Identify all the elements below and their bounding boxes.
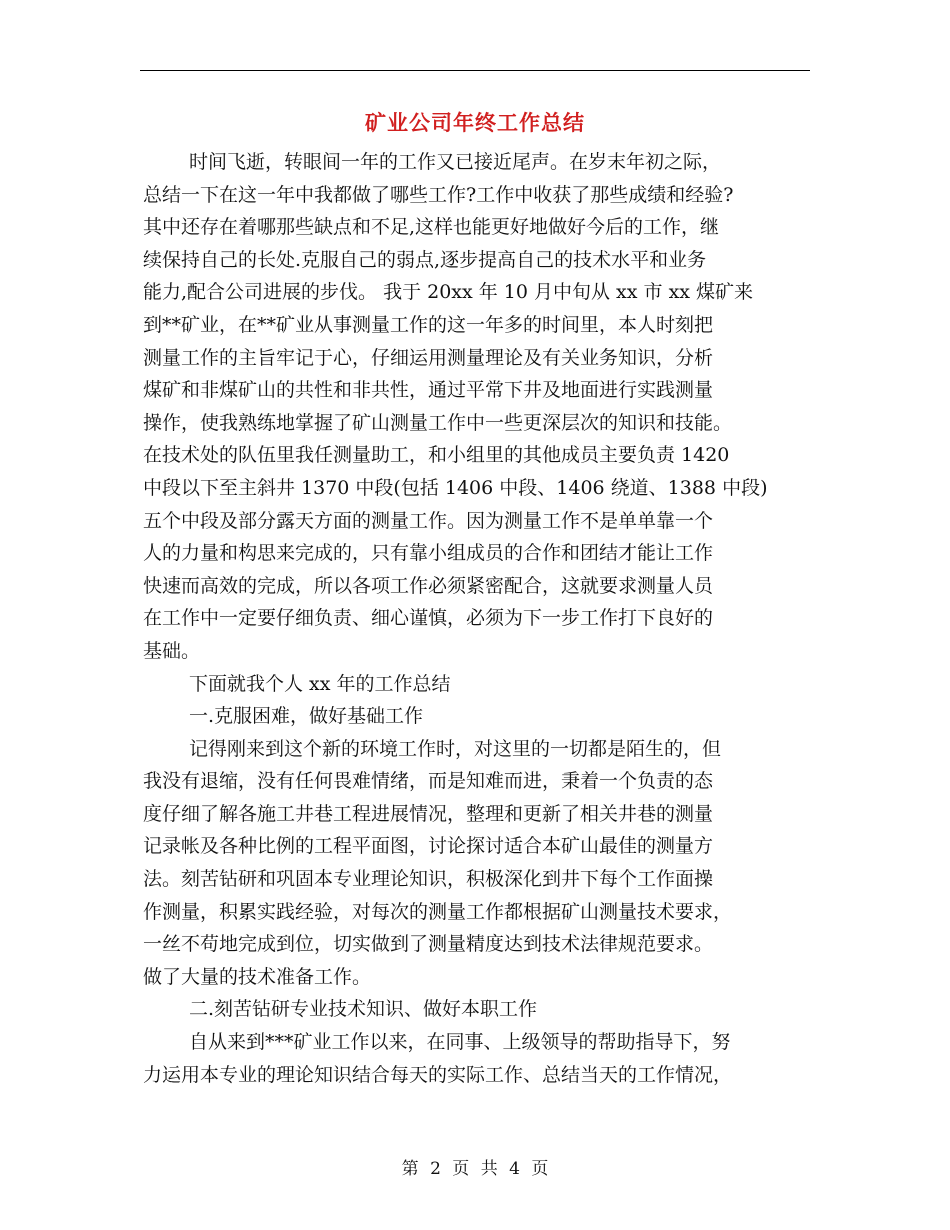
body-line: 煤矿和非煤矿山的共性和非共性，通过平常下井及地面进行实践测量	[143, 379, 714, 402]
body-line: 续保持自己的长处.克服自己的弱点,逐步提高自己的技术水平和业务	[143, 248, 707, 271]
body-line: 力运用本专业的理论知识结合每天的实际工作、总结当天的工作情况，	[143, 1063, 733, 1086]
body-line: 下面就我个人 xx 年的工作总结	[189, 672, 451, 695]
body-line: 在工作中一定要仔细负责、细心谨慎，必须为下一步工作打下良好的	[143, 607, 714, 630]
body-line: 时间飞逝，转眼间一年的工作又已接近尾声。在岁末年初之际，	[189, 151, 722, 173]
footer-suffix: 页	[531, 1159, 549, 1179]
body-line: 记录帐及各种比例的工程平面图，讨论探讨适合本矿山最佳的测量方	[143, 835, 714, 858]
body-line: 测量工作的主旨牢记于心，仔细运用测量理论及有关业务知识，分析	[143, 346, 714, 369]
body-line: 做了大量的技术准备工作。	[143, 965, 372, 988]
body-line: 自从来到***矿业工作以来，在同事、上级领导的帮助指导下，努	[189, 1031, 731, 1054]
page-footer	[0, 1154, 950, 1179]
body-line: 一丝不苟地完成到位，切实做到了测量精度达到技术法律规范要求。	[143, 933, 714, 956]
footer-prefix: 第	[401, 1159, 419, 1179]
body-line: 操作，使我熟练地掌握了矿山测量工作中一些更深层次的知识和技能。	[143, 411, 733, 434]
body-line: 人的力量和构思来完成的，只有靠小组成员的合作和团结才能让工作	[143, 542, 714, 565]
body-line: 作测量，积累实践经验，对每次的测量工作都根据矿山测量技术要求，	[143, 900, 733, 923]
body-line: 总结一下在这一年中我都做了哪些工作?工作中收获了那些成绩和经验?	[143, 183, 734, 206]
header-rule	[140, 70, 810, 71]
body-line: 快速而高效的完成，所以各项工作必须紧密配合，这就要求测量人员	[143, 574, 714, 597]
section-heading-1: 一.克服困难，做好基础工作	[189, 705, 424, 728]
footer-current-page: 2	[430, 1159, 441, 1179]
body-line: 法。刻苦钻研和巩固本专业理论知识，积极深化到井下每个工作面操	[143, 868, 714, 891]
body-line: 基础。	[143, 639, 201, 662]
body-line: 到**矿业，在**矿业从事测量工作的这一年多的时间里，本人时刻把	[143, 313, 714, 336]
body-line: 在技术处的队伍里我任测量助工，和小组里的其他成员主要负责 1420	[143, 444, 730, 467]
body-line: 五个中段及部分露天方面的测量工作。因为测量工作不是单单靠一个	[143, 509, 714, 532]
footer-total-pages: 4	[509, 1159, 520, 1179]
body-line: 度仔细了解各施工井巷工程进展情况，整理和更新了相关井巷的测量	[143, 802, 714, 825]
footer-page-word: 页	[452, 1159, 470, 1179]
section-heading-2: 二.刻苦钻研专业技术知识、做好本职工作	[189, 998, 538, 1021]
body-line: 我没有退缩，没有任何畏难情绪，而是知难而进，秉着一个负责的态	[143, 770, 714, 793]
body-line: 中段以下至主斜井 1370 中段(包括 1406 中段、1406 绕道、1388 中段)	[143, 476, 768, 499]
document-body	[143, 146, 808, 1091]
footer-total-word: 共	[480, 1159, 498, 1179]
document-title: 矿业公司年终工作总结	[365, 111, 585, 135]
body-line: 其中还存在着哪那些缺点和不足,这样也能更好地做好今后的工作，继	[143, 216, 720, 239]
body-line: 记得刚来到这个新的环境工作时，对这里的一切都是陌生的，但	[189, 737, 722, 760]
body-line: 能力,配合公司进展的步伐。 我于 20xx 年 10 月中旬从 xx 市 xx 煤矿来	[143, 281, 754, 304]
